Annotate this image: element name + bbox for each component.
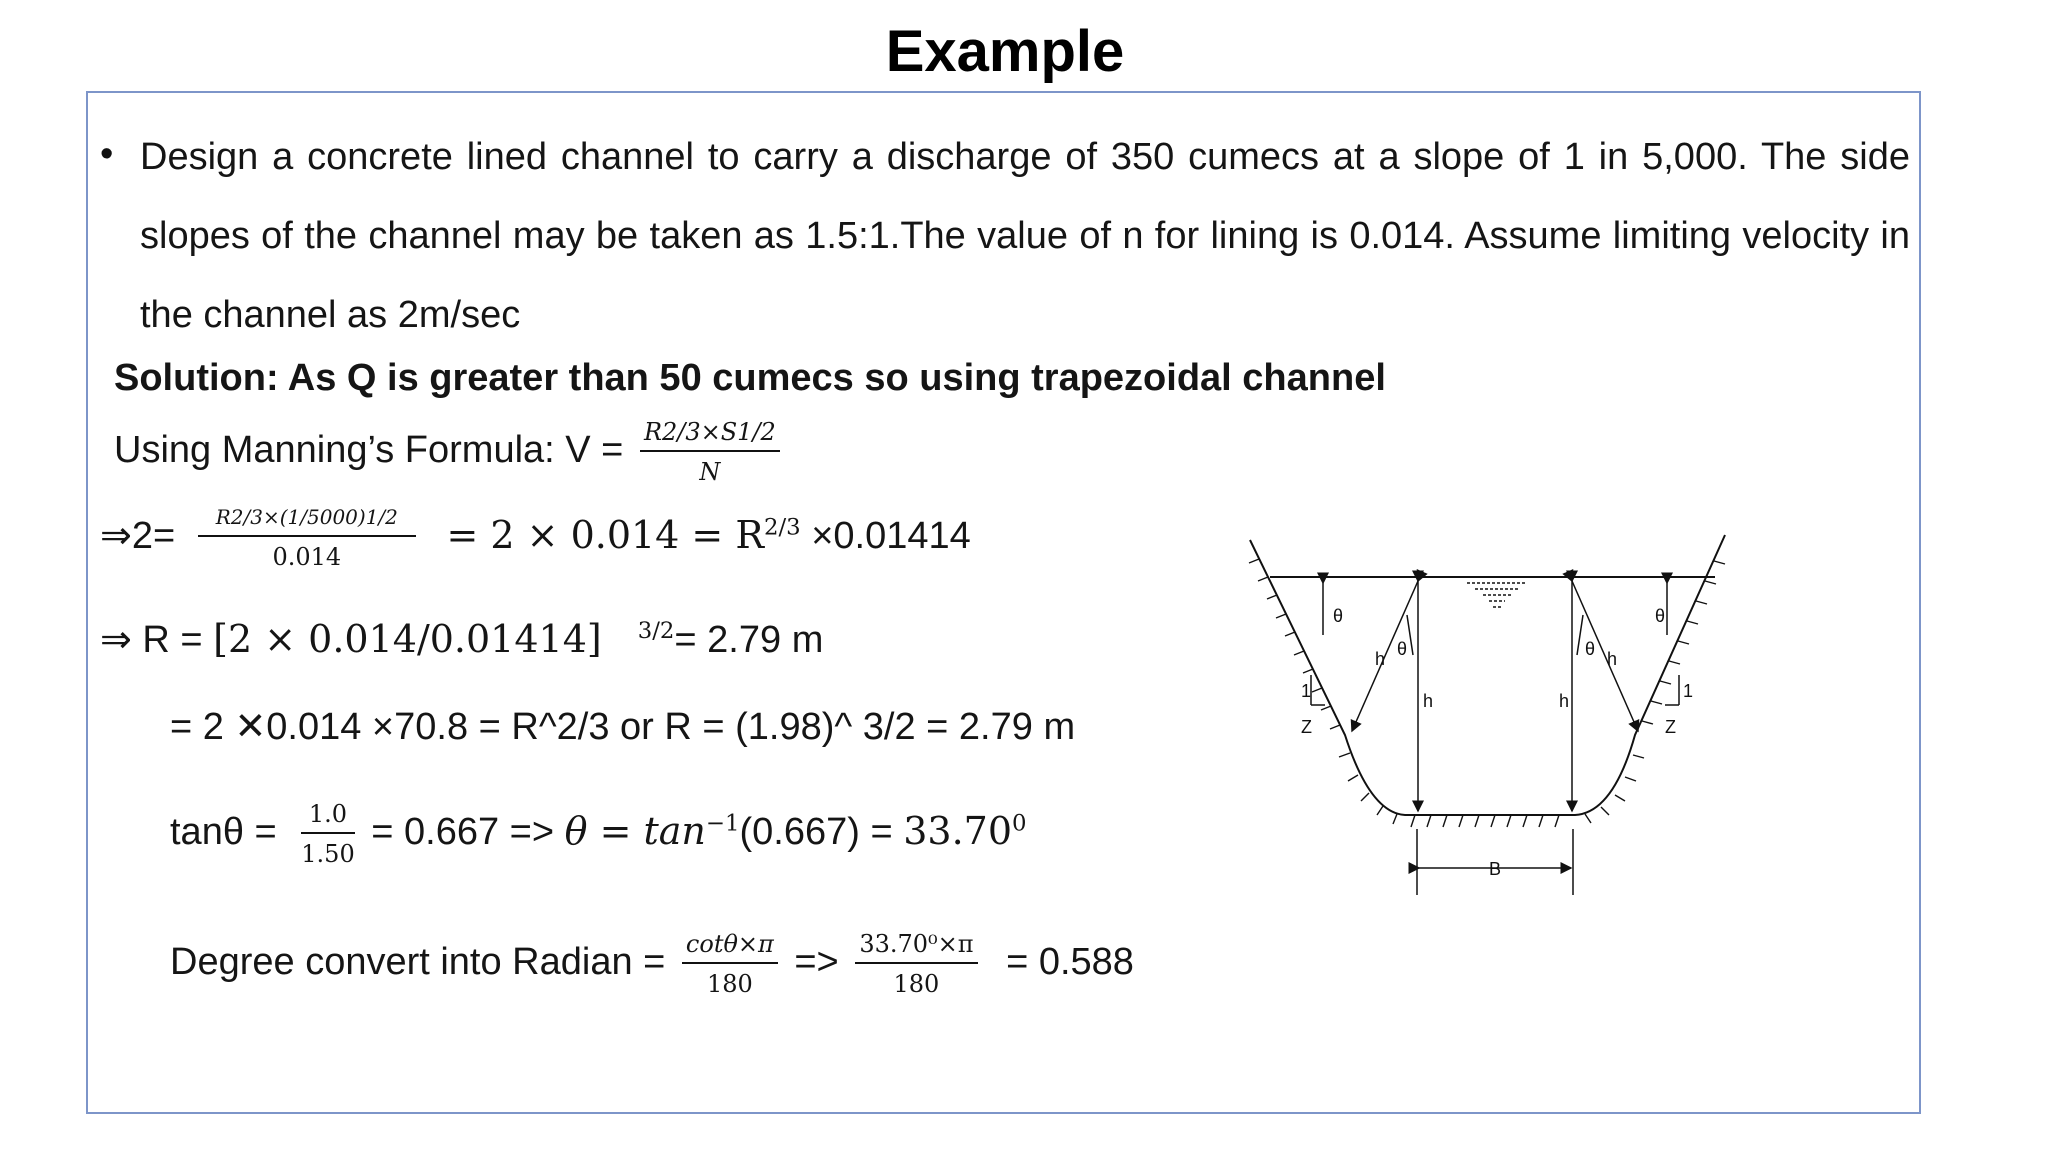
radian-fraction-1 — [682, 930, 778, 998]
equation-1 — [100, 505, 971, 571]
theta-label-inner-left: θ — [1397, 639, 1408, 659]
h-label-slant-right: h — [1607, 649, 1618, 669]
radian-result: = 0.588 — [1006, 941, 1134, 984]
theta-label-left: θ — [1333, 606, 1344, 626]
theta-label-right: θ — [1655, 606, 1666, 626]
tan-inverse: −1 — [705, 810, 740, 837]
eq1-fraction — [198, 505, 416, 571]
slope-z-right: Z — [1665, 717, 1676, 737]
slide-title: Example — [885, 19, 1125, 84]
eq1-exponent: 2/3 — [763, 514, 801, 541]
tan-fraction — [301, 800, 354, 868]
radian-denominator-1: 180 — [706, 970, 753, 998]
tan-prefix: tanθ = — [170, 811, 277, 854]
slope-one-left: 1 — [1301, 681, 1312, 701]
problem-statement: Design a concrete lined channel to carry a discharge of 350 cumecs at a slope of 1 in 5,000. The side slopes of the channel may be taken as 1.5:1.The value of n for lining is 0.014. Assume limiting velocity in the channel as 2m/sec — [140, 136, 1910, 336]
eq2-bracket: [2 × 0.014/0.01414] — [213, 617, 602, 661]
tan-theta: θ = tan — [564, 809, 706, 854]
solution-heading: Solution: As Q is greater than 50 cumecs so using trapezoidal channel — [114, 357, 1386, 399]
tan-numerator: 1.0 — [301, 800, 354, 834]
equation-3: = 2 ✕0.014 ×70.8 = R^2/3 or R = (1.98)^ 3/2 = 2.79 m — [170, 706, 1076, 748]
bullet-dot: • — [100, 133, 114, 175]
tan-result: 33.70 — [903, 809, 1013, 854]
manning-numerator: R2/3×S1/2 — [640, 418, 780, 452]
tan-middle: = 0.667 => — [371, 811, 565, 854]
radian-numerator-1: cotθ×π — [682, 930, 778, 964]
radian-equation — [170, 930, 1134, 998]
radian-fraction-2 — [855, 930, 977, 998]
slope-one-right: 1 — [1683, 681, 1694, 701]
tan-equation — [170, 800, 1027, 868]
tan-argument: (0.667) = — [739, 811, 904, 854]
h-label-right: h — [1559, 691, 1570, 711]
trapezoidal-channel-diagram — [1235, 525, 1735, 905]
radian-arrow: => — [794, 941, 839, 984]
eq2-exponent: 3/2 — [637, 618, 675, 645]
h-label-slant-left: h — [1375, 649, 1386, 669]
manning-fraction — [640, 418, 780, 486]
eq2-end: = 2.79 m — [674, 619, 824, 661]
manning-denominator: N — [699, 458, 721, 486]
tan-denominator: 1.50 — [301, 840, 355, 868]
tan-degree: 0 — [1012, 810, 1027, 837]
eq1-denominator: 0.014 — [272, 543, 342, 571]
eq1-numerator: R2/3×(1/5000)1/2 — [198, 505, 416, 537]
radian-numerator-2: 33.70⁰×π — [855, 930, 977, 964]
eq1-end: ×0.01414 — [800, 515, 971, 558]
h-label-left: h — [1423, 691, 1434, 711]
manning-label: Using Manning’s Formula: V = — [114, 429, 624, 472]
eq2-prefix: ⇒ R = — [100, 619, 214, 661]
radian-label: Degree convert into Radian = — [170, 941, 666, 984]
bottom-width-label: B — [1489, 859, 1502, 879]
equation-2 — [100, 617, 823, 662]
slope-z-left: Z — [1301, 717, 1312, 737]
eq1-prefix: ⇒2= — [100, 515, 176, 558]
radian-denominator-2: 180 — [893, 970, 940, 998]
eq1-middle: = 2 × 0.014 = R — [446, 513, 764, 558]
theta-label-inner-right: θ — [1585, 639, 1596, 659]
manning-formula — [114, 418, 786, 486]
